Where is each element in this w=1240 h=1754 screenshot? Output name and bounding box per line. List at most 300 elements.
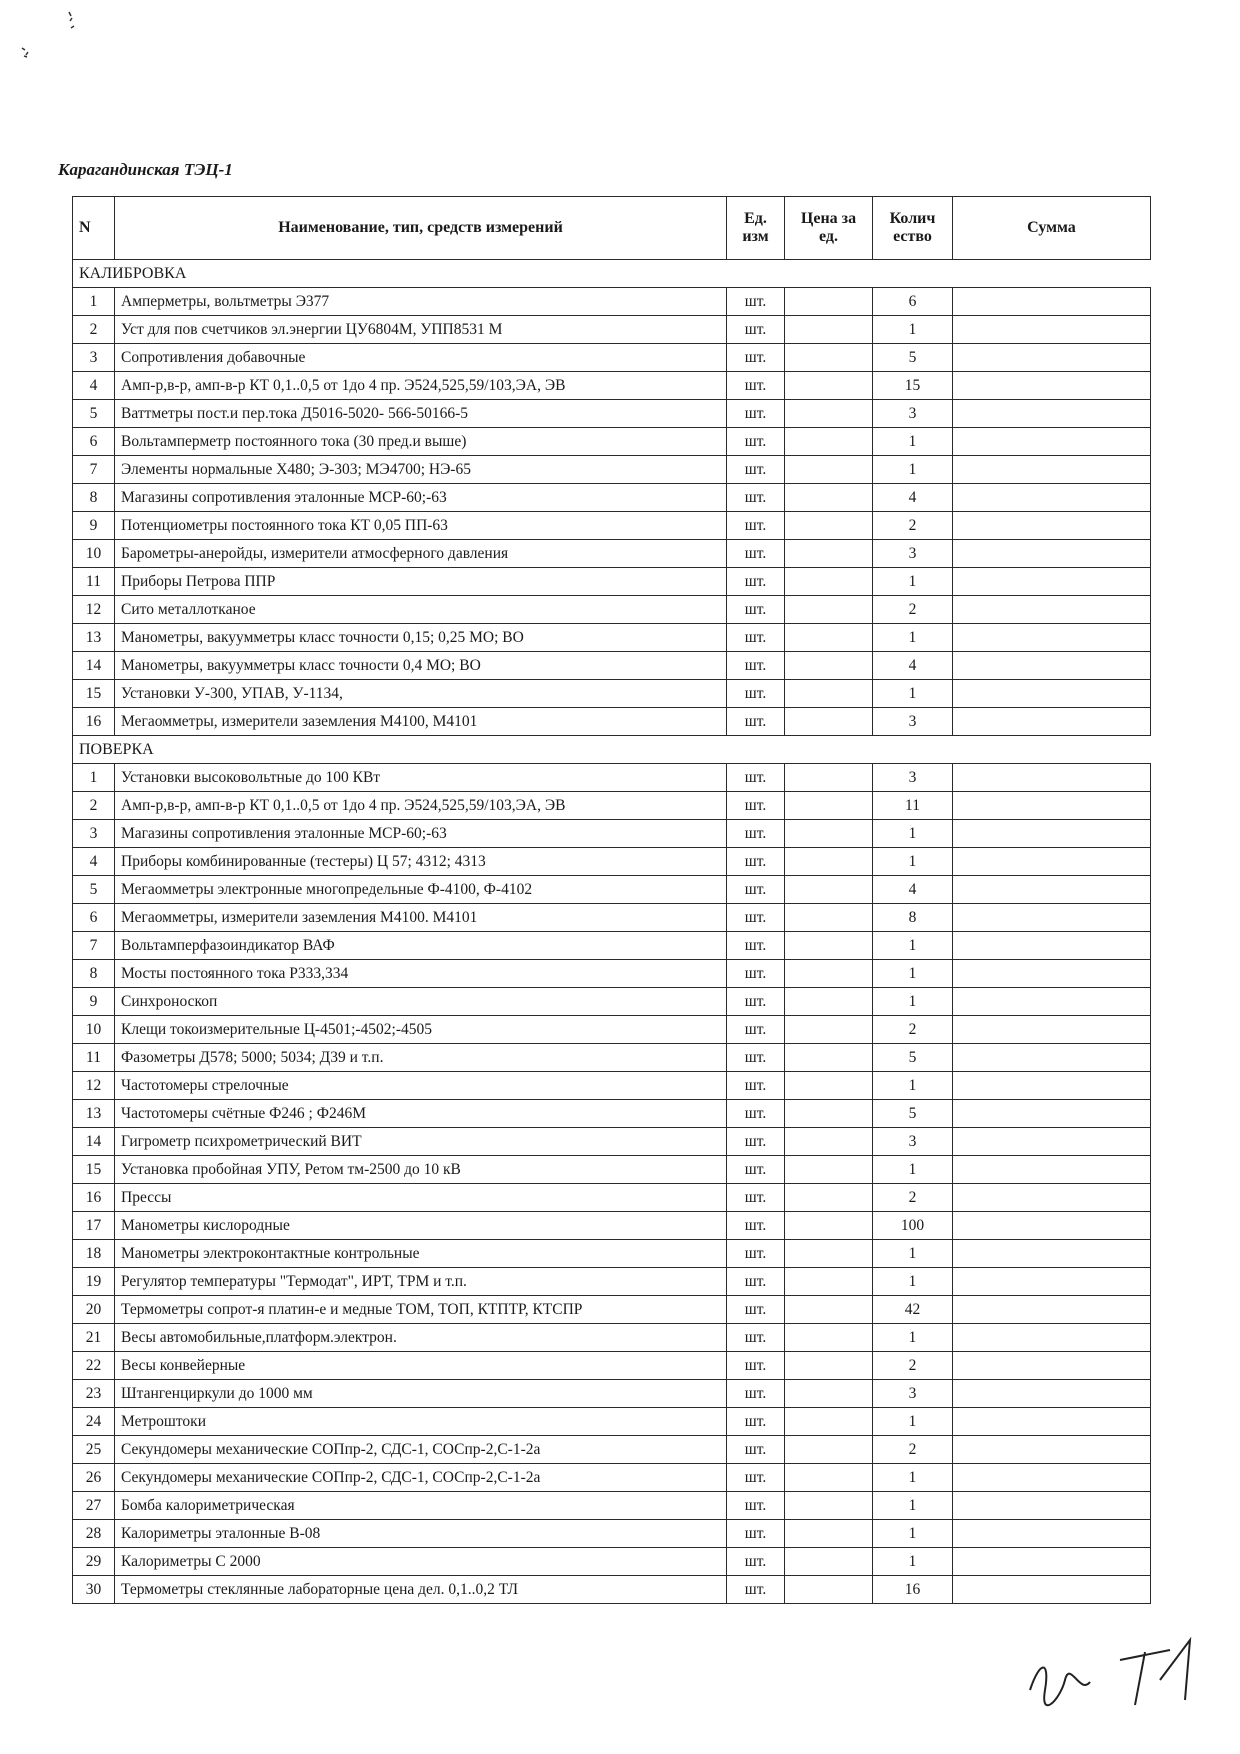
table-row — [73, 484, 1151, 512]
price-cell — [785, 1436, 873, 1464]
sum-cell — [953, 1016, 1151, 1044]
instrument-name: Мосты постоянного тока Р333,334 — [115, 960, 727, 988]
instrument-name: Термометры стеклянные лабораторные цена дел. 0,1..0,2 ТЛ — [115, 1576, 727, 1604]
row-number: 27 — [73, 1492, 115, 1520]
quantity: 8 — [873, 904, 953, 932]
quantity: 1 — [873, 1520, 953, 1548]
unit: шт. — [727, 596, 785, 624]
sum-cell — [953, 372, 1151, 400]
column-header-sum: Сумма — [953, 197, 1151, 260]
column-header-number: N — [73, 197, 115, 260]
instrument-name: Сито металлотканое — [115, 596, 727, 624]
row-number: 20 — [73, 1296, 115, 1324]
sum-cell — [953, 904, 1151, 932]
quantity: 16 — [873, 1576, 953, 1604]
sum-cell — [953, 1240, 1151, 1268]
unit: шт. — [727, 624, 785, 652]
sum-cell — [953, 988, 1151, 1016]
table-row — [73, 288, 1151, 316]
unit: шт. — [727, 1156, 785, 1184]
table-row — [73, 1380, 1151, 1408]
unit: шт. — [727, 1240, 785, 1268]
unit: шт. — [727, 1184, 785, 1212]
quantity: 1 — [873, 932, 953, 960]
unit: шт. — [727, 1576, 785, 1604]
table-row — [73, 596, 1151, 624]
table-row — [73, 428, 1151, 456]
unit: шт. — [727, 988, 785, 1016]
row-number: 24 — [73, 1408, 115, 1436]
price-cell — [785, 848, 873, 876]
table-row — [73, 1324, 1151, 1352]
row-number: 5 — [73, 876, 115, 904]
unit: шт. — [727, 708, 785, 736]
quantity: 1 — [873, 1156, 953, 1184]
quantity: 4 — [873, 484, 953, 512]
quantity: 15 — [873, 372, 953, 400]
unit: шт. — [727, 680, 785, 708]
sum-cell — [953, 876, 1151, 904]
instrument-name: Мегаомметры, измерители заземления М4100, М4101 — [115, 708, 727, 736]
table-row — [73, 1548, 1151, 1576]
price-cell — [785, 652, 873, 680]
instrument-name: Штангенциркули до 1000 мм — [115, 1380, 727, 1408]
row-number: 1 — [73, 764, 115, 792]
unit: шт. — [727, 540, 785, 568]
instrument-name: Прессы — [115, 1184, 727, 1212]
sum-cell — [953, 1212, 1151, 1240]
table-row — [73, 400, 1151, 428]
quantity: 1 — [873, 456, 953, 484]
row-number: 15 — [73, 1156, 115, 1184]
table-row — [73, 1520, 1151, 1548]
price-cell — [785, 484, 873, 512]
row-number: 4 — [73, 372, 115, 400]
sum-cell — [953, 1100, 1151, 1128]
table-row — [73, 764, 1151, 792]
instrument-name: Сопротивления добавочные — [115, 344, 727, 372]
price-cell — [785, 1100, 873, 1128]
quantity: 1 — [873, 1492, 953, 1520]
unit: шт. — [727, 1324, 785, 1352]
quantity: 6 — [873, 288, 953, 316]
instrument-name: Вольтамперметр постоянного тока (30 пред.и выше) — [115, 428, 727, 456]
quantity: 1 — [873, 1240, 953, 1268]
sum-cell — [953, 1072, 1151, 1100]
instrument-name: Элементы нормальные Х480; Э-303; МЭ4700; НЭ-65 — [115, 456, 727, 484]
price-cell — [785, 1156, 873, 1184]
unit: шт. — [727, 1128, 785, 1156]
row-number: 5 — [73, 400, 115, 428]
row-number: 30 — [73, 1576, 115, 1604]
unit: шт. — [727, 1352, 785, 1380]
sum-cell — [953, 288, 1151, 316]
sum-cell — [953, 1436, 1151, 1464]
sum-cell — [953, 848, 1151, 876]
unit: шт. — [727, 344, 785, 372]
unit: шт. — [727, 1548, 785, 1576]
table-row — [73, 1212, 1151, 1240]
price-cell — [785, 1044, 873, 1072]
sum-cell — [953, 1380, 1151, 1408]
sum-cell — [953, 1184, 1151, 1212]
price-cell — [785, 680, 873, 708]
instrument-name: Ваттметры пост.и пер.тока Д5016-5020- 566-50166-5 — [115, 400, 727, 428]
row-number: 2 — [73, 316, 115, 344]
unit: шт. — [727, 1380, 785, 1408]
instrument-name: Гигрометр психрометрический ВИТ — [115, 1128, 727, 1156]
row-number: 12 — [73, 1072, 115, 1100]
instrument-name: Установка пробойная УПУ, Ретом тм-2500 до 10 кВ — [115, 1156, 727, 1184]
table-row — [73, 876, 1151, 904]
row-number: 9 — [73, 988, 115, 1016]
unit: шт. — [727, 568, 785, 596]
instrument-name: Установки У-300, УПАВ, У-1134, — [115, 680, 727, 708]
table-row — [73, 988, 1151, 1016]
sum-cell — [953, 764, 1151, 792]
row-number: 17 — [73, 1212, 115, 1240]
price-cell — [785, 820, 873, 848]
instrument-name: Регулятор температуры "Термодат", ИРТ, ТРМ и т.п. — [115, 1268, 727, 1296]
quantity: 42 — [873, 1296, 953, 1324]
quantity: 2 — [873, 1016, 953, 1044]
quantity: 1 — [873, 624, 953, 652]
instrument-name: Термометры сопрот-я платин-е и медные ТОМ, ТОП, КТПТР, КТСПР — [115, 1296, 727, 1324]
row-number: 7 — [73, 456, 115, 484]
quantity: 2 — [873, 1352, 953, 1380]
row-number: 18 — [73, 1240, 115, 1268]
sum-cell — [953, 624, 1151, 652]
row-number: 8 — [73, 484, 115, 512]
instrument-name: Калориметры С 2000 — [115, 1548, 727, 1576]
row-number: 6 — [73, 904, 115, 932]
instrument-name: Частотомеры счётные Ф246 ; Ф246М — [115, 1100, 727, 1128]
price-cell — [785, 1212, 873, 1240]
sum-cell — [953, 652, 1151, 680]
table-row — [73, 512, 1151, 540]
quantity: 2 — [873, 1436, 953, 1464]
sum-cell — [953, 316, 1151, 344]
price-cell — [785, 988, 873, 1016]
quantity: 4 — [873, 876, 953, 904]
table-row — [73, 1128, 1151, 1156]
instrument-name: Секундомеры механические СОПпр-2, СДС-1, СОСпр-2,С-1-2а — [115, 1436, 727, 1464]
instrument-name: Приборы комбинированные (тестеры) Ц 57; 4312; 4313 — [115, 848, 727, 876]
sum-cell — [953, 1324, 1151, 1352]
instrument-name: Вольтамперфазоиндикатор ВАФ — [115, 932, 727, 960]
table-row — [73, 456, 1151, 484]
column-header-price: Цена за ед. — [785, 197, 873, 260]
instrument-name: Магазины сопротивления эталонные МСР-60;-63 — [115, 820, 727, 848]
row-number: 11 — [73, 568, 115, 596]
sum-cell — [953, 1128, 1151, 1156]
sum-cell — [953, 540, 1151, 568]
row-number: 11 — [73, 1044, 115, 1072]
price-cell — [785, 932, 873, 960]
table-row — [73, 820, 1151, 848]
quantity: 5 — [873, 1100, 953, 1128]
sum-cell — [953, 596, 1151, 624]
row-number: 19 — [73, 1268, 115, 1296]
instrument-name: Амп-р,в-р, амп-в-р КТ 0,1..0,5 от 1до 4 пр. Э524,525,59/103,ЭА, ЭВ — [115, 792, 727, 820]
row-number: 15 — [73, 680, 115, 708]
instrument-name: Манометры электроконтактные контрольные — [115, 1240, 727, 1268]
unit: шт. — [727, 512, 785, 540]
column-header-name: Наименование, тип, средств измерений — [115, 197, 727, 260]
price-cell — [785, 596, 873, 624]
table-header — [73, 197, 1151, 260]
instrument-name: Манометры, вакуумметры класс точности 0,15; 0,25 МО; ВО — [115, 624, 727, 652]
table-row — [73, 1240, 1151, 1268]
organization-name: Карагандинская ТЭЦ-1 — [58, 160, 233, 179]
row-number: 22 — [73, 1352, 115, 1380]
table-row — [73, 1156, 1151, 1184]
price-cell — [785, 1548, 873, 1576]
quantity: 1 — [873, 960, 953, 988]
instrument-name: Манометры кислородные — [115, 1212, 727, 1240]
price-cell — [785, 344, 873, 372]
price-cell — [785, 512, 873, 540]
sum-cell — [953, 1548, 1151, 1576]
row-number: 4 — [73, 848, 115, 876]
unit: шт. — [727, 316, 785, 344]
row-number: 29 — [73, 1548, 115, 1576]
price-cell — [785, 1016, 873, 1044]
sum-cell — [953, 820, 1151, 848]
sum-cell — [953, 680, 1151, 708]
section-title: ПОВЕРКА — [73, 736, 1151, 764]
column-header-quantity: Колич ество — [873, 197, 953, 260]
quantity: 2 — [873, 512, 953, 540]
row-number: 28 — [73, 1520, 115, 1548]
table-row — [73, 1352, 1151, 1380]
price-cell — [785, 456, 873, 484]
sum-cell — [953, 1464, 1151, 1492]
instrument-name: Фазометры Д578; 5000; 5034; Д39 и т.п. — [115, 1044, 727, 1072]
instrument-name: Синхроноскоп — [115, 988, 727, 1016]
instrument-name: Секундомеры механические СОПпр-2, СДС-1, СОСпр-2,С-1-2а — [115, 1464, 727, 1492]
price-cell — [785, 1240, 873, 1268]
unit: шт. — [727, 904, 785, 932]
quantity: 3 — [873, 764, 953, 792]
price-cell — [785, 1184, 873, 1212]
price-cell — [785, 428, 873, 456]
quantity: 3 — [873, 1128, 953, 1156]
table-row — [73, 1576, 1151, 1604]
price-cell — [785, 1492, 873, 1520]
sum-cell — [953, 1268, 1151, 1296]
unit: шт. — [727, 1296, 785, 1324]
table-row — [73, 316, 1151, 344]
unit: шт. — [727, 1464, 785, 1492]
scan-speck-marks — [14, 6, 84, 66]
table-row — [73, 1016, 1151, 1044]
instrument-name: Амп-р,в-р, амп-в-р КТ 0,1..0,5 от 1до 4 пр. Э524,525,59/103,ЭА, ЭВ — [115, 372, 727, 400]
sum-cell — [953, 960, 1151, 988]
instrument-name: Клещи токоизмерительные Ц-4501;-4502;-4505 — [115, 1016, 727, 1044]
sum-cell — [953, 568, 1151, 596]
unit: шт. — [727, 1016, 785, 1044]
unit: шт. — [727, 1520, 785, 1548]
table-row — [73, 1464, 1151, 1492]
price-cell — [785, 288, 873, 316]
price-cell — [785, 764, 873, 792]
price-cell — [785, 1296, 873, 1324]
quantity: 1 — [873, 680, 953, 708]
sum-cell — [953, 708, 1151, 736]
quantity: 1 — [873, 316, 953, 344]
row-number: 3 — [73, 820, 115, 848]
quantity: 1 — [873, 1072, 953, 1100]
sum-cell — [953, 792, 1151, 820]
instruments-table — [72, 196, 1151, 1604]
sum-cell — [953, 1296, 1151, 1324]
row-number: 16 — [73, 708, 115, 736]
sum-cell — [953, 932, 1151, 960]
price-cell — [785, 1464, 873, 1492]
row-number: 25 — [73, 1436, 115, 1464]
sum-cell — [953, 344, 1151, 372]
table-row — [73, 904, 1151, 932]
price-cell — [785, 1408, 873, 1436]
unit: шт. — [727, 848, 785, 876]
instrument-name: Калориметры эталонные В-08 — [115, 1520, 727, 1548]
row-number: 13 — [73, 1100, 115, 1128]
quantity: 1 — [873, 988, 953, 1016]
instrument-name: Весы конвейерные — [115, 1352, 727, 1380]
table-body — [73, 260, 1151, 1604]
quantity: 1 — [873, 1548, 953, 1576]
quantity: 2 — [873, 596, 953, 624]
row-number: 1 — [73, 288, 115, 316]
table-row — [73, 1268, 1151, 1296]
unit: шт. — [727, 1436, 785, 1464]
table-row — [73, 652, 1151, 680]
table-row — [73, 1296, 1151, 1324]
table-row — [73, 1436, 1151, 1464]
price-cell — [785, 1324, 873, 1352]
unit: шт. — [727, 1072, 785, 1100]
unit: шт. — [727, 792, 785, 820]
unit: шт. — [727, 1492, 785, 1520]
instrument-name: Приборы Петрова ППР — [115, 568, 727, 596]
price-cell — [785, 400, 873, 428]
instrument-name: Мегаомметры, измерители заземления М4100. М4101 — [115, 904, 727, 932]
instrument-name: Манометры, вакуумметры класс точности 0,4 МО; ВО — [115, 652, 727, 680]
quantity: 1 — [873, 1464, 953, 1492]
instrument-name: Уст для пов счетчиков эл.энергии ЦУ6804М, УПП8531 М — [115, 316, 727, 344]
table-row — [73, 540, 1151, 568]
price-cell — [785, 1268, 873, 1296]
section-title: КАЛИБРОВКА — [73, 260, 1151, 288]
section-row — [73, 736, 1151, 764]
unit: шт. — [727, 456, 785, 484]
price-cell — [785, 316, 873, 344]
price-cell — [785, 1352, 873, 1380]
table-row — [73, 1044, 1151, 1072]
unit: шт. — [727, 1044, 785, 1072]
row-number: 16 — [73, 1184, 115, 1212]
quantity: 1 — [873, 1268, 953, 1296]
sum-cell — [953, 1352, 1151, 1380]
price-cell — [785, 1128, 873, 1156]
unit: шт. — [727, 764, 785, 792]
row-number: 9 — [73, 512, 115, 540]
quantity: 5 — [873, 1044, 953, 1072]
table-row — [73, 708, 1151, 736]
row-number: 10 — [73, 1016, 115, 1044]
sum-cell — [953, 1520, 1151, 1548]
sum-cell — [953, 512, 1151, 540]
instrument-name: Барометры-анеройды, измерители атмосферного давления — [115, 540, 727, 568]
table-row — [73, 848, 1151, 876]
sum-cell — [953, 484, 1151, 512]
unit: шт. — [727, 400, 785, 428]
quantity: 3 — [873, 540, 953, 568]
sum-cell — [953, 1576, 1151, 1604]
table-row — [73, 1408, 1151, 1436]
sum-cell — [953, 1492, 1151, 1520]
table-row — [73, 624, 1151, 652]
instrument-name: Магазины сопротивления эталонные МСР-60;-63 — [115, 484, 727, 512]
row-number: 6 — [73, 428, 115, 456]
instrument-name: Частотомеры стрелочные — [115, 1072, 727, 1100]
table-row — [73, 568, 1151, 596]
section-row — [73, 260, 1151, 288]
price-cell — [785, 372, 873, 400]
price-cell — [785, 876, 873, 904]
table-row — [73, 344, 1151, 372]
instrument-name: Установки высоковольтные до 100 КВт — [115, 764, 727, 792]
row-number: 23 — [73, 1380, 115, 1408]
price-cell — [785, 1576, 873, 1604]
price-cell — [785, 568, 873, 596]
unit: шт. — [727, 876, 785, 904]
instrument-name: Весы автомобильные,платформ.электрон. — [115, 1324, 727, 1352]
quantity: 1 — [873, 568, 953, 596]
table-row — [73, 932, 1151, 960]
instrument-name: Потенциометры постоянного тока КТ 0,05 ПП-63 — [115, 512, 727, 540]
quantity: 1 — [873, 428, 953, 456]
price-cell — [785, 1380, 873, 1408]
instrument-name: Бомба калориметрическая — [115, 1492, 727, 1520]
sum-cell — [953, 1408, 1151, 1436]
sum-cell — [953, 1044, 1151, 1072]
row-number: 13 — [73, 624, 115, 652]
unit: шт. — [727, 652, 785, 680]
unit: шт. — [727, 1408, 785, 1436]
quantity: 3 — [873, 708, 953, 736]
unit: шт. — [727, 1212, 785, 1240]
table-row — [73, 1100, 1151, 1128]
price-cell — [785, 904, 873, 932]
quantity: 1 — [873, 1408, 953, 1436]
unit: шт. — [727, 820, 785, 848]
quantity: 3 — [873, 1380, 953, 1408]
quantity: 100 — [873, 1212, 953, 1240]
sum-cell — [953, 1156, 1151, 1184]
row-number: 3 — [73, 344, 115, 372]
unit: шт. — [727, 372, 785, 400]
sum-cell — [953, 428, 1151, 456]
column-header-unit: Ед. изм — [727, 197, 785, 260]
unit: шт. — [727, 428, 785, 456]
quantity: 4 — [873, 652, 953, 680]
quantity: 1 — [873, 848, 953, 876]
price-cell — [785, 960, 873, 988]
table-row — [73, 680, 1151, 708]
row-number: 8 — [73, 960, 115, 988]
